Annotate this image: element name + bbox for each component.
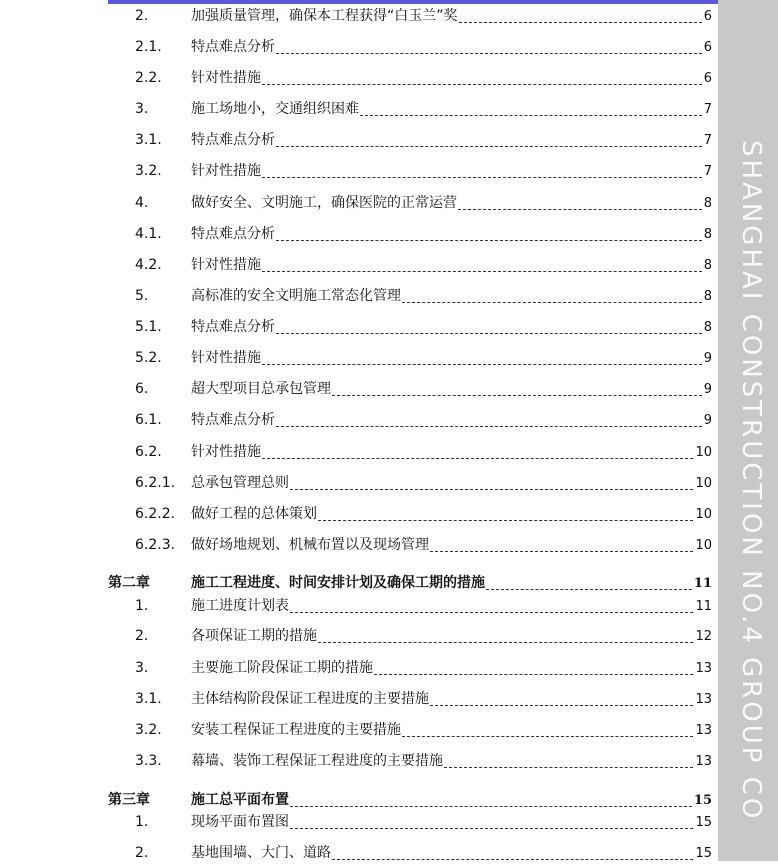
toc-entry-line	[191, 750, 712, 773]
toc-entry-title: 施工进度计划表	[191, 598, 289, 614]
toc-entry-title: 针对性措施	[191, 444, 261, 460]
toc-entry-line	[191, 98, 712, 121]
toc-entry[interactable]	[0, 572, 718, 594]
toc-leader-line	[290, 827, 693, 829]
toc-entry-number: 第三章	[108, 792, 150, 808]
toc-entry-title: 施工工程进度、时间安排计划及确保工期的措施	[191, 575, 485, 591]
toc-entry[interactable]	[0, 595, 718, 617]
toc-entry-title: 特点难点分析	[191, 132, 275, 148]
toc-entry-number: 1.	[135, 814, 149, 830]
toc-leader-line	[444, 766, 693, 768]
toc-entry-line	[191, 36, 712, 59]
toc-leader-line	[318, 641, 693, 643]
toc-entry-title: 特点难点分析	[191, 226, 275, 242]
toc-leader-line	[290, 805, 692, 807]
toc-entry-page: 9	[703, 413, 712, 428]
toc-entry-line	[191, 688, 712, 711]
toc-entry-title: 针对性措施	[191, 163, 261, 179]
toc-entry-page: 15	[695, 846, 712, 861]
toc-entry-number: 4.	[135, 195, 149, 211]
toc-leader-line	[459, 21, 702, 23]
toc-leader-line	[332, 394, 702, 396]
toc-entry-page: 9	[703, 351, 712, 366]
toc-entry-number: 6.2.2.	[135, 506, 176, 522]
toc-entry-title: 做好场地规划、机械布置以及现场管理	[191, 537, 429, 553]
toc-entry[interactable]	[0, 316, 718, 338]
toc-entry-line	[191, 811, 712, 834]
toc-entry[interactable]	[0, 534, 718, 556]
toc-entry-line	[191, 409, 712, 432]
toc-leader-line	[458, 208, 702, 210]
toc-entry-line	[191, 5, 712, 28]
toc-leader-line	[276, 332, 702, 334]
toc-entry-title: 针对性措施	[191, 257, 261, 273]
toc-entry-title: 各项保证工期的措施	[191, 628, 317, 644]
toc-entry-title: 基地围墙、大门、道路	[191, 845, 331, 861]
toc-entry-page: 8	[703, 227, 712, 242]
toc-entry[interactable]	[0, 378, 718, 400]
toc-entry-number: 4.2.	[135, 257, 162, 273]
toc-entry-line	[191, 842, 712, 865]
toc-entry[interactable]	[0, 811, 718, 833]
toc-leader-line	[262, 457, 693, 459]
toc-entry-number: 1.	[135, 598, 149, 614]
toc-leader-line	[276, 425, 702, 427]
toc-entry[interactable]	[0, 789, 718, 811]
toc-entry[interactable]	[0, 129, 718, 151]
toc-leader-line	[430, 704, 693, 706]
toc-entry-line	[191, 347, 712, 370]
toc-entry-page: 6	[703, 9, 712, 24]
toc-entry-title: 安装工程保证工程进度的主要措施	[191, 722, 401, 738]
toc-entry-number: 第二章	[108, 575, 150, 591]
toc-entry-title: 高标准的安全文明施工常态化管理	[191, 288, 401, 304]
toc-entry-title: 做好工程的总体策划	[191, 506, 317, 522]
toc-entry-number: 3.3.	[135, 753, 162, 769]
toc-entry[interactable]	[0, 688, 718, 710]
toc-entry[interactable]	[0, 5, 718, 27]
toc-entry-number: 3.2.	[135, 163, 162, 179]
toc-entry-number: 5.	[135, 288, 149, 304]
toc-entry-line	[191, 254, 712, 277]
toc-entry-line	[191, 378, 712, 401]
toc-entry-page: 13	[695, 661, 712, 676]
toc-leader-line	[262, 270, 702, 272]
toc-entry-title: 加强质量管理，确保本工程获得“白玉兰”奖	[191, 8, 458, 24]
toc-entry[interactable]	[0, 160, 718, 182]
toc-entry[interactable]	[0, 98, 718, 120]
toc-entry-line	[191, 472, 712, 495]
toc-entry-number: 6.2.3.	[135, 537, 176, 553]
toc-entry-line	[191, 657, 712, 680]
toc-entry-page: 13	[695, 723, 712, 738]
toc-entry-title: 针对性措施	[191, 70, 261, 86]
toc-entry-page: 13	[695, 692, 712, 707]
toc-entry[interactable]	[0, 472, 718, 494]
toc-entry-page: 13	[695, 754, 712, 769]
toc-entry-number: 3.	[135, 660, 149, 676]
toc-entry[interactable]	[0, 719, 718, 741]
top-accent-bar	[108, 0, 718, 4]
toc-entry-title: 现场平面布置图	[191, 814, 289, 830]
toc-entry-line	[191, 129, 712, 152]
vertical-watermark: SHANGHAI CONSTRUCTION NO.4 GROUP CO	[736, 140, 766, 822]
toc-entry-title: 超大型项目总承包管理	[191, 381, 331, 397]
toc-entry-line	[191, 572, 712, 595]
toc-entry-number: 2.	[135, 8, 149, 24]
toc-entry-number: 6.2.1.	[135, 475, 176, 491]
toc-entry-line	[191, 192, 712, 215]
toc-leader-line	[262, 83, 702, 85]
toc-entry[interactable]	[0, 625, 718, 647]
toc-leader-line	[290, 611, 693, 613]
toc-entry-title: 做好安全、文明施工，确保医院的正常运营	[191, 195, 457, 211]
toc-entry-line	[191, 67, 712, 90]
toc-entry-number: 5.1.	[135, 319, 162, 335]
toc-entry-line	[191, 160, 712, 183]
toc-entry[interactable]	[0, 441, 718, 463]
toc-entry[interactable]	[0, 503, 718, 525]
toc-entry-title: 主体结构阶段保证工程进度的主要措施	[191, 691, 429, 707]
toc-entry-title: 主要施工阶段保证工期的措施	[191, 660, 373, 676]
toc-entry-number: 4.1.	[135, 226, 162, 242]
toc-entry-number: 6.	[135, 381, 149, 397]
toc-entry-number: 6.1.	[135, 412, 162, 428]
toc-entry-title: 施工总平面布置	[191, 792, 289, 808]
toc-entry-page: 8	[703, 258, 712, 273]
toc-leader-line	[276, 239, 702, 241]
toc-leader-line	[486, 588, 692, 590]
toc-entry[interactable]	[0, 409, 718, 431]
toc-entry-line	[191, 719, 712, 742]
toc-leader-line	[402, 301, 702, 303]
toc-entry-page: 9	[703, 382, 712, 397]
toc-entry-line	[191, 316, 712, 339]
toc-entry-page: 15	[695, 815, 712, 830]
toc-entry-number: 6.2.	[135, 444, 162, 460]
toc-entry-title: 特点难点分析	[191, 319, 275, 335]
toc-entry-number: 2.2.	[135, 70, 162, 86]
toc-entry-title: 总承包管理总则	[191, 475, 289, 491]
toc-entry-page: 10	[695, 445, 712, 460]
toc-entry-page: 15	[693, 793, 712, 808]
toc-entry-line	[191, 441, 712, 464]
toc-entry-page: 7	[703, 133, 712, 148]
toc-entry-number: 3.	[135, 101, 149, 117]
toc-entry-number: 2.1.	[135, 39, 162, 55]
toc-entry-page: 11	[695, 599, 712, 614]
toc-entry[interactable]	[0, 36, 718, 58]
toc-entry-line	[191, 789, 712, 812]
toc-entry-number: 2.	[135, 845, 149, 861]
toc-entry-line	[191, 595, 712, 618]
toc-leader-line	[290, 488, 693, 490]
toc-entry-title: 幕墙、装饰工程保证工程进度的主要措施	[191, 753, 443, 769]
toc-entry-page: 8	[703, 196, 712, 211]
toc-entry-title: 施工场地小，交通组织困难	[191, 101, 359, 117]
toc-leader-line	[374, 673, 693, 675]
toc-leader-line	[332, 858, 693, 860]
toc-entry-page: 11	[693, 576, 712, 591]
toc-entry-page: 12	[695, 629, 712, 644]
toc-entry[interactable]	[0, 285, 718, 307]
toc-entry-page: 10	[695, 538, 712, 553]
toc-entry-page: 6	[703, 40, 712, 55]
toc-leader-line	[262, 176, 702, 178]
toc-entry[interactable]	[0, 192, 718, 214]
toc-entry-page: 8	[703, 289, 712, 304]
toc-entry-page: 7	[703, 164, 712, 179]
toc-leader-line	[318, 519, 693, 521]
toc-entry-page: 8	[703, 320, 712, 335]
toc-entry-title: 针对性措施	[191, 350, 261, 366]
toc-leader-line	[430, 550, 693, 552]
toc-entry-title: 特点难点分析	[191, 39, 275, 55]
toc-entry-number: 5.2.	[135, 350, 162, 366]
toc-entry[interactable]	[0, 750, 718, 772]
toc-entry-line	[191, 534, 712, 557]
toc-entry[interactable]	[0, 657, 718, 679]
toc-leader-line	[262, 363, 702, 365]
toc-entry-title: 特点难点分析	[191, 412, 275, 428]
toc-entry-number: 3.2.	[135, 722, 162, 738]
toc-leader-line	[276, 145, 702, 147]
toc-entry-line	[191, 285, 712, 308]
toc-entry-line	[191, 625, 712, 648]
toc-entry-number: 2.	[135, 628, 149, 644]
toc-entry[interactable]	[0, 254, 718, 276]
toc-entry-number: 3.1.	[135, 132, 162, 148]
toc-entry[interactable]	[0, 347, 718, 369]
toc-entry-page: 10	[695, 476, 712, 491]
toc-entry[interactable]	[0, 67, 718, 89]
toc-entry-page: 6	[703, 71, 712, 86]
toc-entry-page: 7	[703, 102, 712, 117]
toc-entry-line	[191, 503, 712, 526]
toc-entry-number: 3.1.	[135, 691, 162, 707]
toc-leader-line	[402, 735, 693, 737]
toc-entry-page: 10	[695, 507, 712, 522]
toc-leader-line	[360, 114, 702, 116]
toc-leader-line	[276, 52, 702, 54]
toc-entry-line	[191, 223, 712, 246]
toc-entry[interactable]	[0, 223, 718, 245]
